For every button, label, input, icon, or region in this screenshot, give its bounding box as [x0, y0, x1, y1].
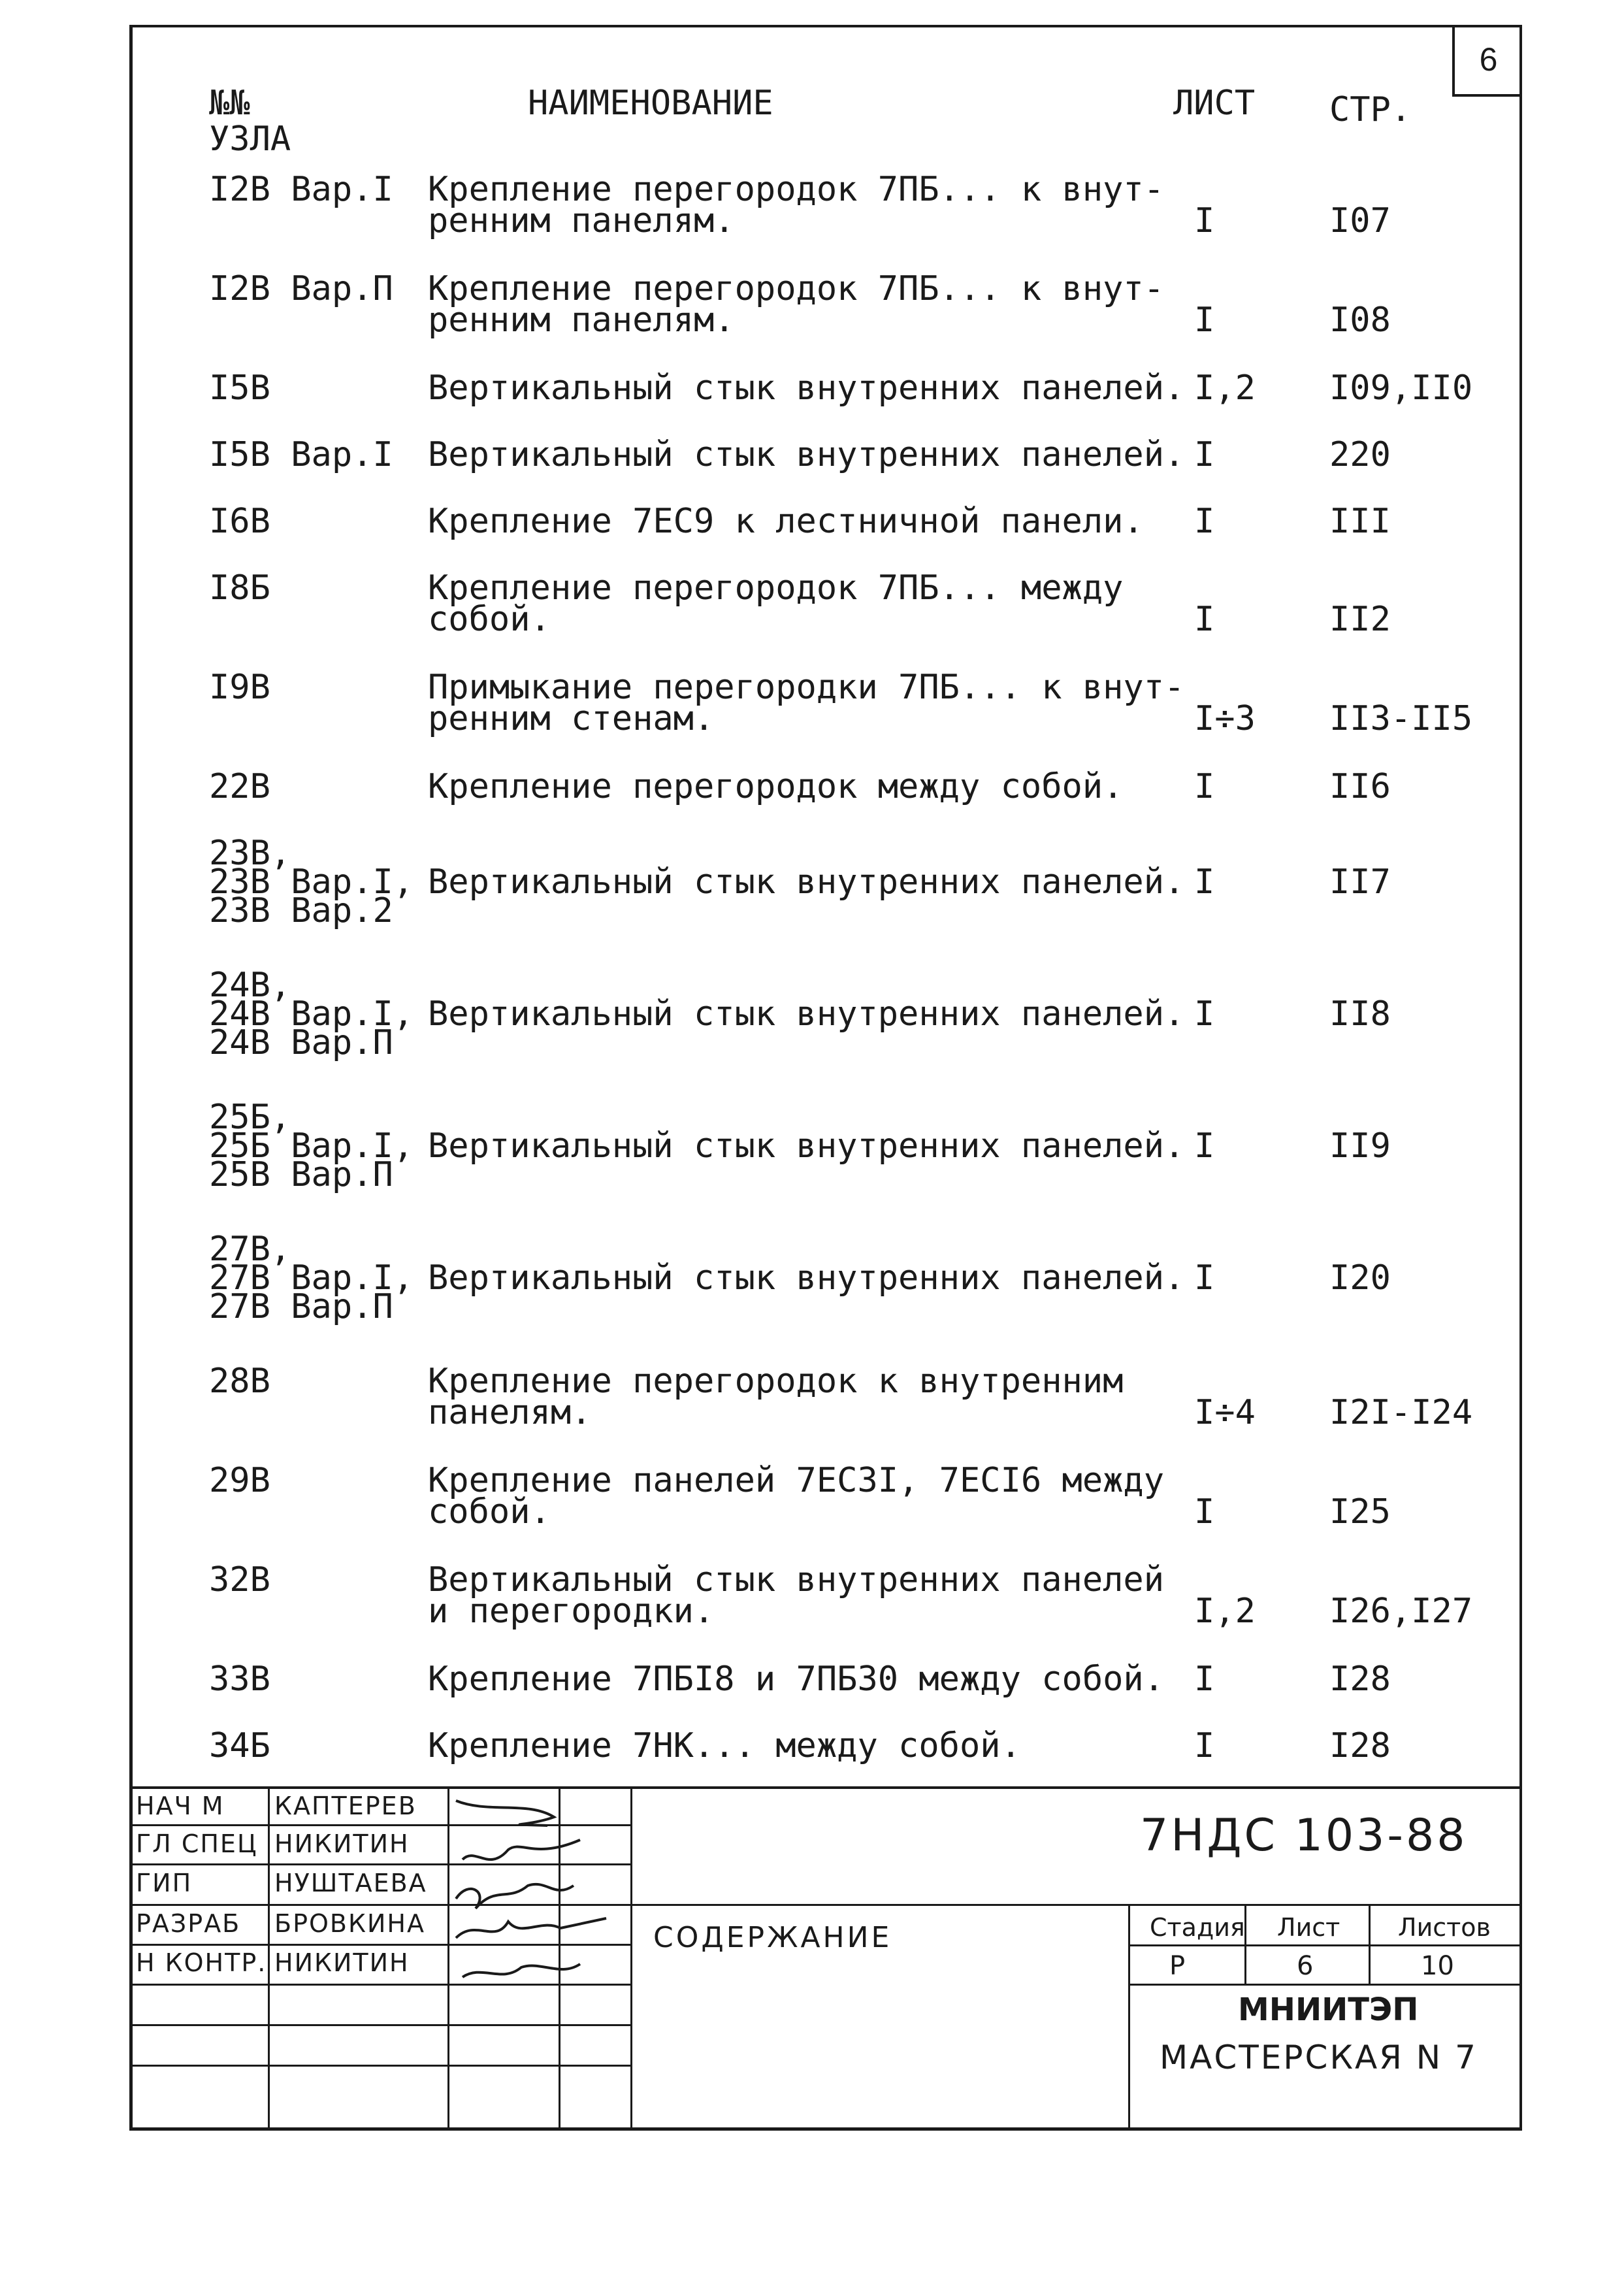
item-name: ренним панелям.	[428, 201, 735, 240]
node-id: 25B Вар.П	[209, 1155, 393, 1194]
page-value: I07	[1329, 201, 1391, 240]
sheet-value: I,2	[1194, 1592, 1256, 1631]
item-name: Примыкание перегородки 7ПБ... к внут-	[428, 668, 1185, 707]
node-id: 25Б,	[209, 1098, 291, 1137]
sheet-value: I	[1194, 502, 1215, 541]
node-id: 24B,	[209, 966, 291, 1005]
sheet-value: I	[1194, 201, 1215, 240]
node-id: 23B Вар.I,	[209, 862, 414, 902]
node-id: 22B	[209, 767, 270, 806]
signature-role: ГЛ СПЕЦ	[136, 1829, 258, 1858]
signature-role: НАЧ М	[136, 1792, 225, 1820]
page-value: I26,I27	[1329, 1592, 1473, 1631]
item-name: Крепление 7ЕС9 к лестничной панели.	[428, 502, 1144, 541]
stage-label: Стадия	[1150, 1913, 1245, 1942]
page-value: III	[1329, 502, 1391, 541]
page-value: I08	[1329, 301, 1391, 340]
node-id: 23B Вар.2	[209, 891, 393, 930]
item-name: Вертикальный стык внутренних панелей.	[428, 369, 1185, 408]
sheet-value: I	[1194, 435, 1215, 474]
stage-value: Р	[1169, 1951, 1186, 1981]
page-value: I20	[1329, 1258, 1391, 1298]
item-name: Вертикальный стык внутренних панелей.	[428, 435, 1185, 474]
node-id: I8Б	[209, 568, 270, 608]
page-value: I25	[1329, 1492, 1391, 1532]
node-id: I6B	[209, 502, 270, 541]
sheet-value: I	[1194, 862, 1215, 902]
item-name: собой.	[428, 1492, 551, 1532]
page-value: II7	[1329, 862, 1391, 902]
sheet-value: I÷3	[1194, 699, 1256, 738]
page-value: I09,II0	[1329, 369, 1473, 408]
page-value: II2	[1329, 600, 1391, 639]
node-id: 23B,	[209, 834, 291, 873]
node-id: 27B Вар.I,	[209, 1258, 414, 1298]
item-name: панелям.	[428, 1393, 592, 1432]
sheet-value: I	[1194, 1492, 1215, 1532]
sheet-value: I,2	[1194, 369, 1256, 408]
item-name: Вертикальный стык внутренних панелей.	[428, 994, 1185, 1034]
sheets-value: 10	[1421, 1951, 1454, 1981]
item-name: и перегородки.	[428, 1592, 715, 1631]
item-name: Вертикальный стык внутренних панелей	[428, 1560, 1165, 1599]
sheets-label: Листов	[1398, 1913, 1491, 1942]
node-id: I5B	[209, 369, 270, 408]
sheet-value: I	[1194, 1660, 1215, 1699]
organization: МНИИТЭП	[1238, 1991, 1419, 2028]
page-value: II6	[1329, 767, 1391, 806]
header-num-line1: №№	[209, 84, 250, 123]
signatures-scribble	[449, 1788, 626, 1990]
page-value: II3-II5	[1329, 699, 1473, 738]
page-value: I2I-I24	[1329, 1393, 1473, 1432]
page-value: II8	[1329, 994, 1391, 1034]
signature-name: НИКИТИН	[274, 1829, 410, 1858]
header-num-line2: УЗЛА	[209, 120, 291, 159]
item-name: Крепление панелей 7ЕС3I, 7ЕСI6 между	[428, 1461, 1165, 1500]
page-value: II9	[1329, 1126, 1391, 1166]
sheet-value: I	[1194, 301, 1215, 340]
page-value: 220	[1329, 435, 1391, 474]
signature-name: КАПТЕРЕВ	[274, 1792, 417, 1820]
sheet-value: I	[1194, 994, 1215, 1034]
signature-role: ГИП	[136, 1869, 193, 1897]
item-name: Крепление перегородок 7ПБ... между	[428, 568, 1124, 608]
item-name: Крепление перегородок к внутренним	[428, 1362, 1124, 1401]
node-id: 27B Вар.П	[209, 1287, 393, 1326]
item-name: собой.	[428, 600, 551, 639]
header-sheet: ЛИСТ	[1173, 84, 1256, 123]
signature-role: РАЗРАБ	[136, 1909, 241, 1938]
signature-name: НУШТАЕВА	[274, 1869, 427, 1897]
item-name: Крепление 7ПБI8 и 7ПБ30 между собой.	[428, 1660, 1165, 1699]
item-name: Вертикальный стык внутренних панелей.	[428, 1126, 1185, 1166]
signature-name: БРОВКИНА	[274, 1909, 425, 1938]
page-value: I28	[1329, 1726, 1391, 1765]
node-id: 28B	[209, 1362, 270, 1401]
header-name: НАИМЕНОВАНИЕ	[528, 84, 773, 123]
item-name: Вертикальный стык внутренних панелей.	[428, 1258, 1185, 1298]
sheet-value: I÷4	[1194, 1393, 1256, 1432]
node-id: 25Б Вар.I,	[209, 1126, 414, 1166]
sheet-value: I	[1194, 600, 1215, 639]
sheet-value: I	[1194, 1726, 1215, 1765]
page-value: I28	[1329, 1660, 1391, 1699]
node-id: 32B	[209, 1560, 270, 1599]
item-name: Крепление перегородок 7ПБ... к внут-	[428, 269, 1165, 308]
node-id: 27B,	[209, 1230, 291, 1269]
item-name: Вертикальный стык внутренних панелей.	[428, 862, 1185, 902]
item-name: Крепление перегородок между собой.	[428, 767, 1124, 806]
page-number-box	[1452, 25, 1522, 97]
node-id: 34Б	[209, 1726, 270, 1765]
signature-role: Н КОНТР.	[136, 1948, 267, 1977]
node-id: 24B Вар.П	[209, 1023, 393, 1062]
sheet-value: I	[1194, 767, 1215, 806]
sheet-label: Лист	[1277, 1913, 1340, 1942]
node-id: 29B	[209, 1461, 270, 1500]
sheet-value: 6	[1297, 1951, 1314, 1981]
item-name: ренним панелям.	[428, 301, 735, 340]
signature-name: НИКИТИН	[274, 1948, 410, 1977]
node-id: I5B Вар.I	[209, 435, 393, 474]
node-id: 33B	[209, 1660, 270, 1699]
sheet-value: I	[1194, 1126, 1215, 1166]
node-id: I2B Вар.П	[209, 269, 393, 308]
page-number: 6	[1479, 41, 1498, 78]
node-id: I9B	[209, 668, 270, 707]
doc-code: 7НДС 103-88	[1140, 1810, 1468, 1861]
item-name: Крепление перегородок 7ПБ... к внут-	[428, 170, 1165, 209]
sheet-title: СОДЕРЖАНИЕ	[653, 1921, 892, 1954]
sheet-value: I	[1194, 1258, 1215, 1298]
node-id: I2B Вар.I	[209, 170, 393, 209]
header-page: СТР.	[1329, 90, 1412, 129]
item-name: Крепление 7НК... между собой.	[428, 1726, 1021, 1765]
node-id: 24B Вар.I,	[209, 994, 414, 1034]
item-name: ренним стенам.	[428, 699, 715, 738]
workshop: МАСТЕРСКАЯ N 7	[1160, 2039, 1478, 2076]
